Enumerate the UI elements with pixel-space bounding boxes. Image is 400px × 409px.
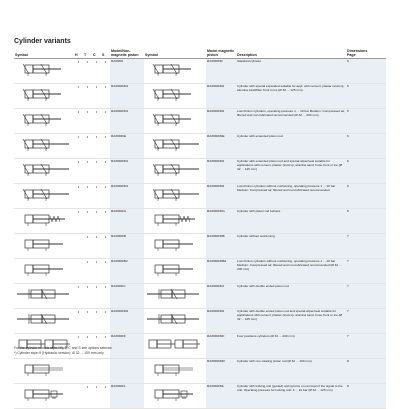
page-cell: 7 (346, 259, 386, 284)
description-cell: Four positions cylinders (Ø 32 ... 200 mm) (236, 334, 346, 359)
cylinder-symbol-icon (145, 160, 201, 178)
flag-c-cell: • (92, 384, 101, 409)
table-row (14, 109, 386, 134)
flag-c-cell: • (92, 334, 101, 359)
page-cell: 7 (346, 234, 386, 259)
model-nonmagnetic-cell: RA/8000/J (110, 284, 144, 309)
symbol-left-cell (14, 109, 74, 134)
model-magnetic-cell: RA/8000/M (206, 59, 236, 84)
description-cell: Standard cylinder (236, 59, 346, 84)
flag-t-cell: • (83, 84, 92, 109)
cylinder-symbol-icon (145, 135, 201, 153)
cylinder-symbol-icon (145, 310, 201, 328)
flag-s-cell: • (101, 109, 110, 134)
model-magnetic-cell: RA/8000/M2 (206, 159, 236, 184)
flag-s-cell: • (101, 184, 110, 209)
symbol-left-cell (14, 59, 74, 84)
flag-s-cell: • (101, 134, 110, 159)
page-cell: 6 (346, 109, 386, 134)
cylinder-symbol-icon (145, 235, 201, 253)
model-magnetic-cell: RA/8000/M2 (206, 109, 236, 134)
flag-t-cell: • (83, 284, 92, 309)
cylinder-symbol-icon (15, 260, 71, 278)
cylinder-symbol-icon (15, 310, 71, 328)
model-magnetic-cell: RA/8000/MB2 (206, 259, 236, 284)
symbol-right-cell (144, 284, 206, 309)
flag-c-cell: • (92, 284, 101, 309)
symbol-left-cell (14, 209, 74, 234)
page-title: Cylinder variants (14, 38, 71, 45)
description-cell: Cylinder with extended piston rod and special wiper/seal suitable for applications with cement, plaster (stucco), alumina sand, hose-front or ice (Ø 32 ... 125 mm) (236, 159, 346, 184)
flag-t-cell (83, 359, 92, 384)
flag-h-cell: • (74, 284, 83, 309)
cylinder-symbol-icon (15, 110, 71, 128)
cylinder-symbol-icon (15, 85, 71, 103)
header-dimensions (346, 48, 386, 59)
flag-s-cell: • (101, 309, 110, 334)
flag-c-cell: • (92, 84, 101, 109)
header-model-magnetic: Model magnetic piston (207, 49, 235, 58)
flag-s-cell: • (101, 384, 110, 409)
model-magnetic-cell: RA/8000/MB (206, 234, 236, 259)
flag-h-cell: • (74, 134, 83, 159)
symbol-right-cell (144, 209, 206, 234)
cylinder-symbol-icon (15, 285, 71, 303)
model-nonmagnetic-cell: RA/8000/M1 (110, 84, 144, 109)
flag-t-cell: • (83, 109, 92, 134)
model-nonmagnetic-cell: RA/8000/M1 (110, 159, 144, 184)
flag-h-cell: • (74, 159, 83, 184)
table-row (14, 384, 386, 409)
symbol-right-cell (144, 84, 206, 109)
symbol-left-cell (14, 384, 74, 409)
page-cell: 6 (346, 159, 386, 184)
table-row (14, 309, 386, 334)
cylinder-symbol-icon (15, 235, 71, 253)
symbol-left-cell (14, 184, 74, 209)
flag-c-cell: • (92, 159, 101, 184)
description-cell: Cylinder with extended piston rod (236, 134, 346, 159)
description-cell: Low friction cylinders, operating pressure 1 ... 10 bar Medium: Compressed air, filtered and non-lubricated recommended (Ø 32 ... 200 mm) (236, 109, 346, 134)
cylinder-symbol-icon (145, 185, 201, 203)
page-cell: 6 (346, 209, 386, 234)
flag-t-cell: • (83, 259, 92, 284)
symbol-left-cell (14, 84, 74, 109)
flag-t-cell: • (83, 184, 92, 209)
symbol-right-cell (144, 184, 206, 209)
flag-h-cell: • (74, 84, 83, 109)
flag-s-cell: • (101, 84, 110, 109)
cylinder-symbol-icon (15, 160, 71, 178)
footnotes (14, 346, 113, 355)
header-s: S (101, 48, 110, 59)
description-cell: Cylinder with piston rod bellows (236, 209, 346, 234)
cylinder-symbol-icon (145, 360, 201, 378)
symbol-right-cell (144, 134, 206, 159)
page-cell: 8 (346, 384, 386, 409)
model-magnetic-cell: RA/8000/ML (206, 384, 236, 409)
symbol-left-cell (14, 359, 74, 384)
symbol-right-cell (144, 159, 206, 184)
page-cell: 7 (346, 309, 386, 334)
cylinder-symbol-icon (15, 60, 71, 78)
table-row (14, 184, 386, 209)
symbol-left-cell (14, 234, 74, 259)
header-c: C (92, 48, 101, 59)
page-cell: 6 (346, 84, 386, 109)
flag-t-cell: • (83, 384, 92, 409)
flag-c-cell (92, 359, 101, 384)
flag-c-cell: • (92, 209, 101, 234)
header-symbol-2: Symbol (144, 48, 206, 59)
cylinder-symbol-icon (145, 210, 201, 228)
flag-h-cell (74, 259, 83, 284)
cylinder-symbol-icon (145, 285, 201, 303)
flag-t-cell: • (83, 209, 92, 234)
header-description: Description (236, 48, 346, 59)
symbol-right-cell (144, 59, 206, 84)
header-t: T (83, 48, 92, 59)
page-cell: 6 (346, 134, 386, 159)
flag-t-cell: • (83, 134, 92, 159)
table-row (14, 209, 386, 234)
model-magnetic-cell: RA/8000/M2 (206, 184, 236, 209)
flag-c-cell: • (92, 59, 101, 84)
page-cell: 8 (346, 359, 386, 384)
flag-c-cell: • (92, 109, 101, 134)
cylinder-symbol-icon (145, 110, 201, 128)
flag-c-cell: • (92, 134, 101, 159)
model-nonmagnetic-cell: RA/8000/M1 (110, 184, 144, 209)
symbol-right-cell (144, 334, 206, 359)
symbol-right-cell (144, 259, 206, 284)
model-magnetic-cell: RA/8000/ME (206, 134, 236, 159)
cylinder-symbol-icon (15, 360, 71, 378)
flag-s-cell: • (101, 334, 110, 359)
symbol-right-cell (144, 234, 206, 259)
cylinder-symbol-icon (145, 260, 201, 278)
cylinder-symbol-icon (145, 385, 201, 403)
flag-c-cell: • (92, 234, 101, 259)
symbol-right-cell (144, 359, 206, 384)
flag-t-cell: • (83, 309, 92, 334)
model-nonmagnetic-cell: RA/8000 (110, 59, 144, 84)
symbol-right-cell (144, 309, 206, 334)
flag-s-cell: • (101, 259, 110, 284)
model-nonmagnetic-cell: RA/8000/E (110, 134, 144, 159)
model-magnetic-cell: RA/8000/MJ (206, 284, 236, 309)
description-cell: Cylinder with double ended piston rod (236, 284, 346, 309)
model-nonmagnetic-cell (110, 359, 144, 384)
flag-h-cell: • (74, 334, 83, 359)
flag-s-cell (101, 359, 110, 384)
cylinder-symbol-icon (145, 60, 201, 78)
flag-s-cell: • (101, 234, 110, 259)
page-cell: 7 (346, 284, 386, 309)
table-row (14, 159, 386, 184)
table-row (14, 234, 386, 259)
table-row (14, 84, 386, 109)
table-row (14, 134, 386, 159)
model-magnetic-cell: RA/8000/MR (206, 359, 236, 384)
model-nonmagnetic-cell: RA/8000/F (110, 334, 144, 359)
flag-h-cell: • (74, 59, 83, 84)
table-row (14, 284, 386, 309)
model-magnetic-cell: RA/8000/MF (206, 334, 236, 359)
table-header-row (14, 48, 386, 59)
model-magnetic-cell: RA/8000/MG (206, 209, 236, 234)
flag-c-cell: • (92, 184, 101, 209)
flag-c-cell: • (92, 259, 101, 284)
description-cell: Cylinder without cushioning (236, 234, 346, 259)
header-h: H (74, 48, 83, 59)
table-row (14, 359, 386, 384)
model-nonmagnetic-cell: RA/8000/L (110, 384, 144, 409)
page-cell: 6 (346, 59, 386, 84)
flag-h-cell (74, 234, 83, 259)
description-cell: Cylinder with locking unit (guided) spring force on removal of the signal to the unit. Operating pressure for locking unit: 4 ... 10 bar (Ø 32 ... 125 mm) (236, 384, 346, 409)
description-cell: Cylinder with double ended piston rod and special wiper/seal suitable for applications with cement, plaster (stucco), alumina sand, hose-front or ice (Ø 32 ... 125 mm) (236, 309, 346, 334)
model-magnetic-cell: RA/8000/M2 (206, 309, 236, 334)
description-cell: Cylinder with non-rotating piston rod (Ø 32 ... 100 mm) (236, 359, 346, 384)
flag-t-cell: • (83, 59, 92, 84)
cylinder-symbol-icon (15, 185, 71, 203)
flag-h-cell: • (74, 109, 83, 134)
cylinder-symbol-icon (15, 210, 71, 228)
footnote-2: *) Cylinder style H (Hydraulic version): Ø 32 ... 100 mm only (14, 350, 104, 355)
flag-h-cell: • (74, 209, 83, 234)
symbol-left-cell (14, 159, 74, 184)
symbol-left-cell (14, 134, 74, 159)
flag-t-cell: • (83, 159, 92, 184)
header-dimensions-label: Dimensions (347, 49, 368, 53)
flag-t-cell: • (83, 234, 92, 259)
flag-h-cell: • (74, 184, 83, 209)
flag-h-cell (74, 384, 83, 409)
flag-h-cell: • (74, 309, 83, 334)
flag-s-cell: • (101, 159, 110, 184)
flag-h-cell (74, 359, 83, 384)
cylinder-symbol-icon (145, 335, 201, 353)
table-row (14, 259, 386, 284)
symbol-right-cell (144, 109, 206, 134)
symbol-right-cell (144, 384, 206, 409)
symbol-left-cell (14, 259, 74, 284)
model-nonmagnetic-cell: RA/8000/M2 (110, 309, 144, 334)
flag-t-cell: • (83, 334, 92, 359)
footnote-1: For the cylinder models style H*), T, C and S see options selector. (14, 346, 113, 350)
symbol-left-cell (14, 284, 74, 309)
flag-s-cell: • (101, 284, 110, 309)
flag-s-cell: • (101, 59, 110, 84)
cylinder-symbol-icon (15, 135, 71, 153)
cylinder-symbol-icon (15, 385, 71, 403)
table-row (14, 59, 386, 84)
header-page-label: Page (347, 53, 356, 58)
description-cell: Low friction cylinders without cushioning, operating pressure 1 ... 10 bar Medium: Compressed air, filtered and non-lubricated recommended (236, 184, 346, 209)
model-nonmagnetic-cell: RA/8000/B (110, 234, 144, 259)
model-nonmagnetic-cell: RA/8000/B2 (110, 259, 144, 284)
flag-s-cell: • (101, 209, 110, 234)
model-nonmagnetic-cell: RA/8000/G (110, 209, 144, 234)
page-cell: 7 (346, 334, 386, 359)
header-model-nonmagnetic: Model/Non-magnetic piston (110, 48, 144, 59)
model-magnetic-cell: RA/8000/M2 (206, 84, 236, 109)
model-nonmagnetic-cell: RA/8000/M1 (110, 109, 144, 134)
page-cell: 6 (346, 184, 386, 209)
header-symbol: Symbol (14, 48, 74, 59)
description-cell: Low friction cylinders without cushioning, operating pressure 1 ... 10 bar Medium: Compressed air, filtered and non-lubricated recommended (Ø 32 ... 200 mm) (236, 259, 346, 284)
cylinder-symbol-icon (145, 85, 201, 103)
flag-c-cell: • (92, 309, 101, 334)
symbol-left-cell (14, 309, 74, 334)
description-cell: Cylinder with special expanded suitable for appl. with cement, plaster (stucco), alumina sand/fiber front in ice (Ø 32 ... 125 mm) (236, 84, 346, 109)
